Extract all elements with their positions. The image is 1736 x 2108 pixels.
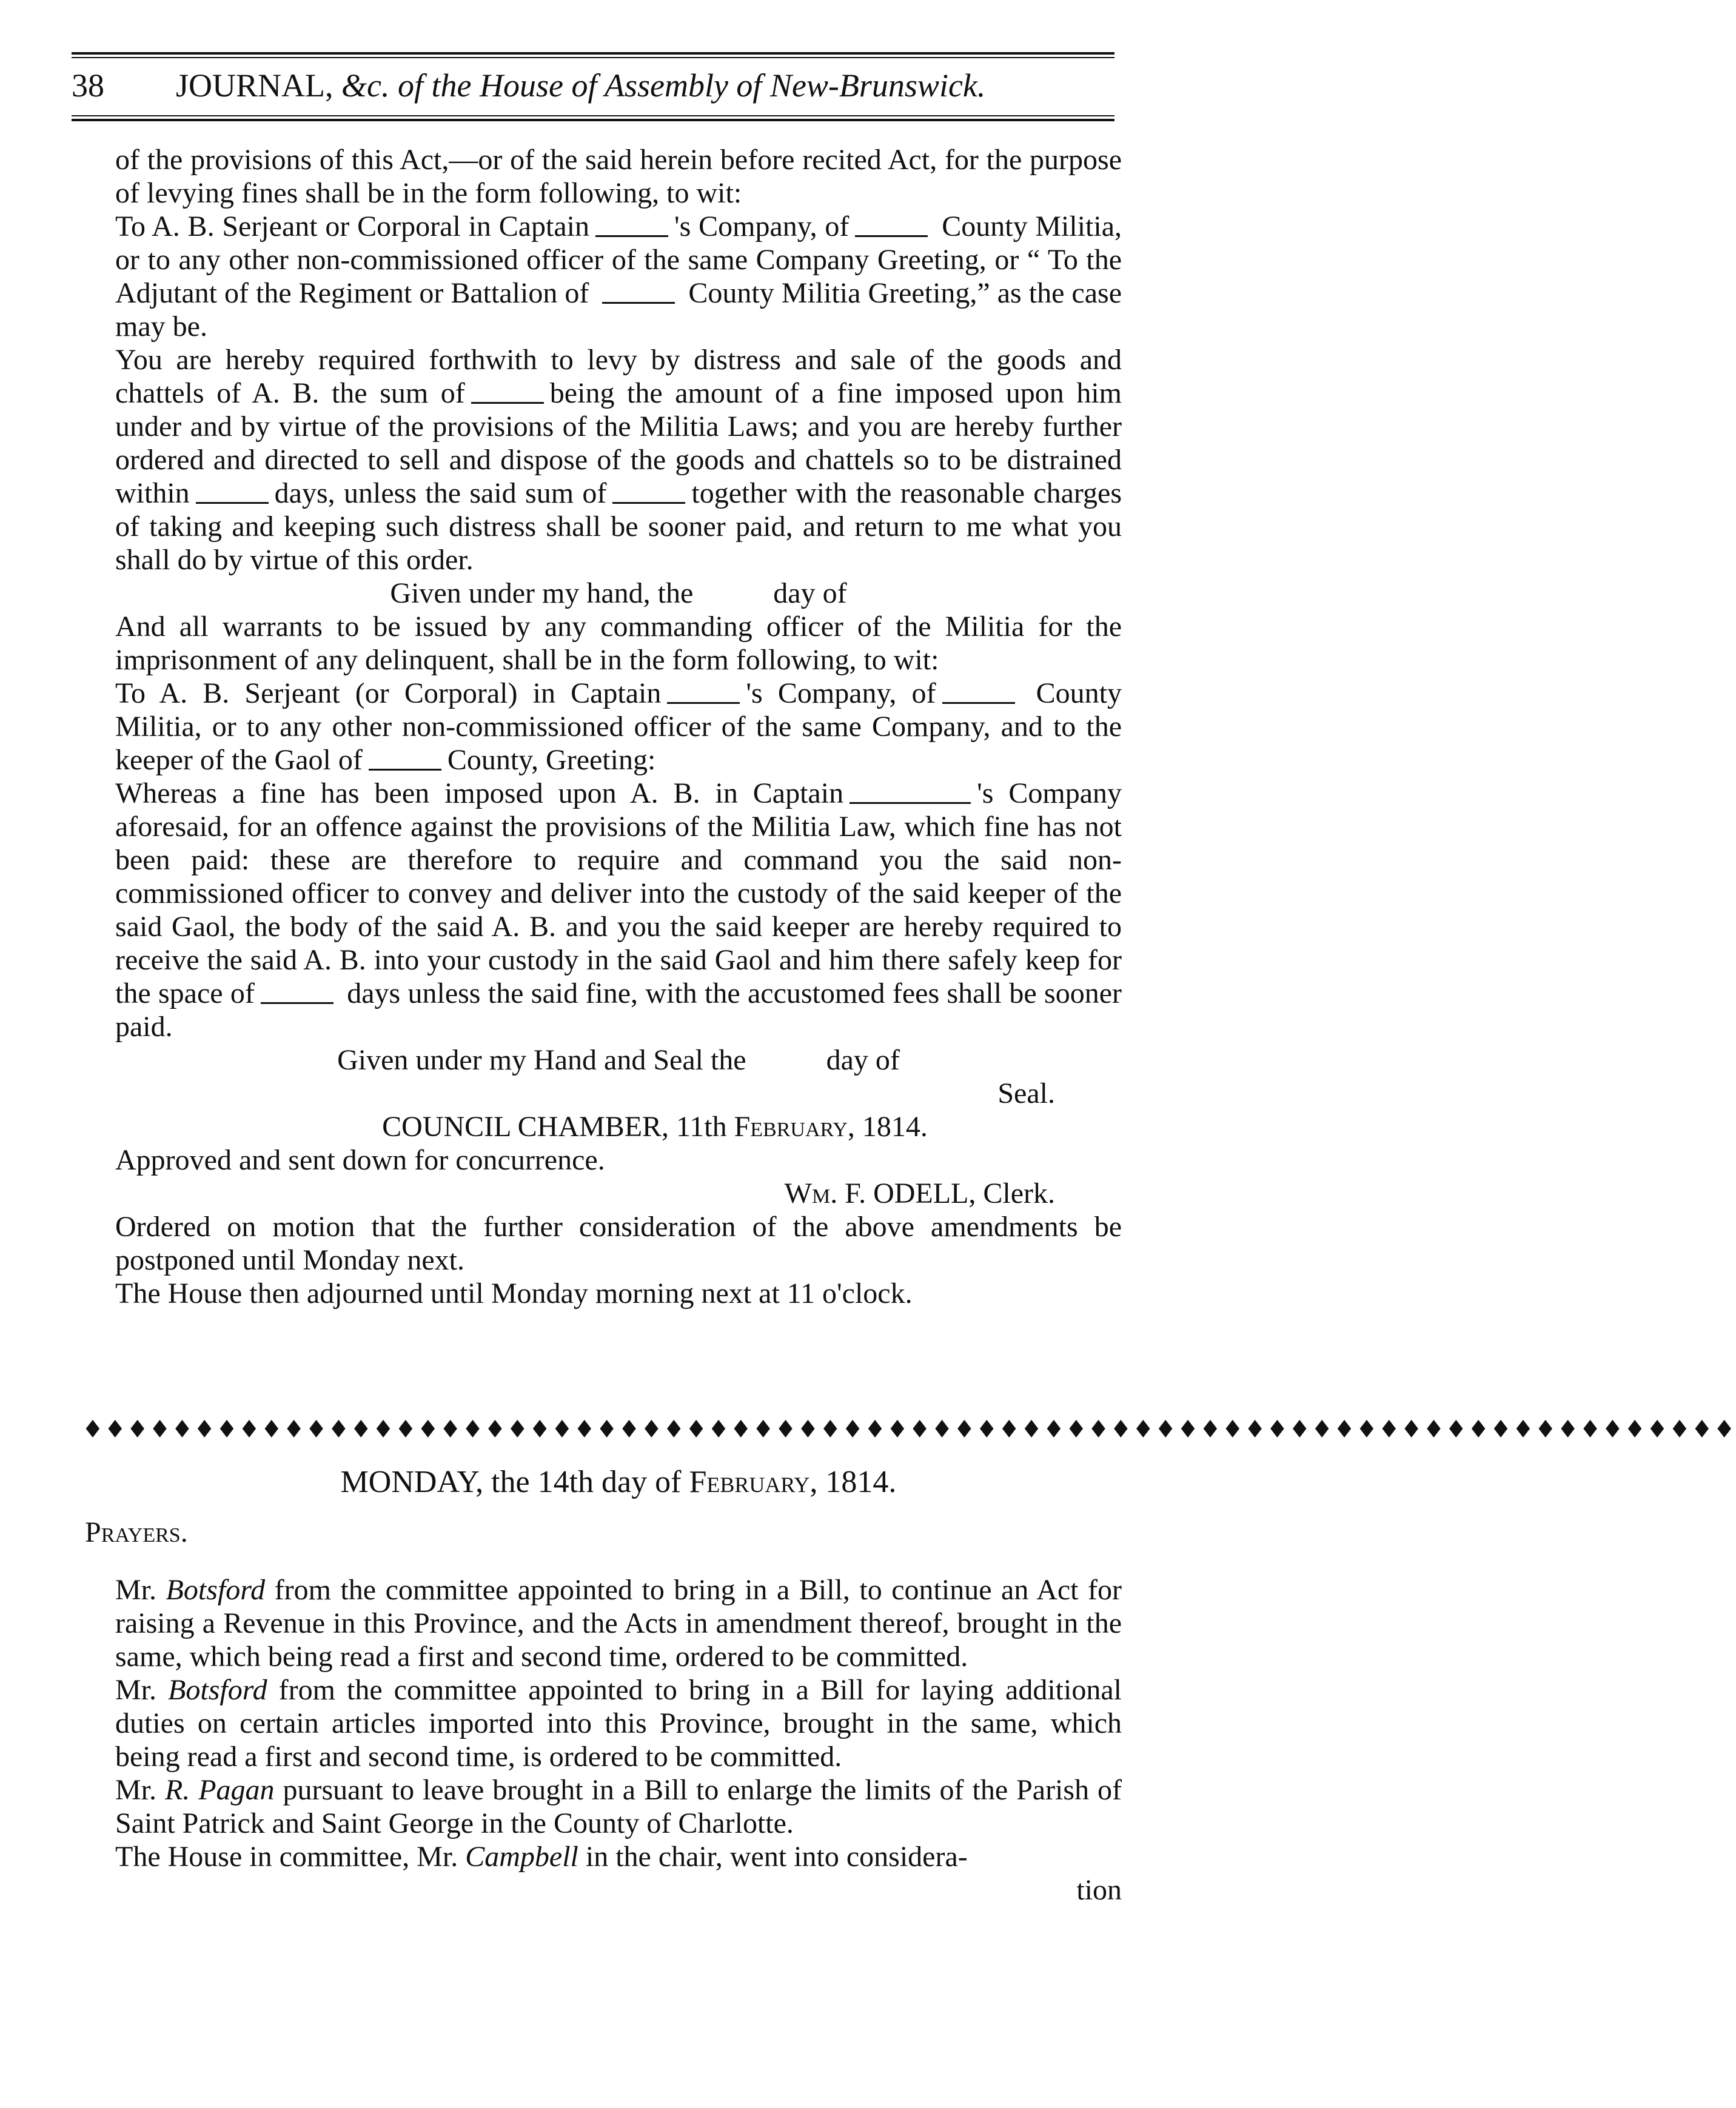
whereas-part2: 's Company aforesaid, for an offence against the provisions of the Militia Law, which fine has not been paid: these are therefore to require and command you the said non-commissioned officer to convey and deliver into the custody of the said keeper of the said Gaol, the body of the said A. B. and you the said keeper are hereby required to receive the said A. B. into your custody in the said Gaol and him there safely keep for the space of <box>115 777 1122 1009</box>
day-heading-month: February <box>689 1465 810 1499</box>
upper-text-block <box>115 143 1122 1310</box>
blank-line <box>196 487 269 504</box>
committee-text-end: in the chair, went into considera- <box>578 1841 968 1873</box>
blank-line <box>471 387 544 404</box>
monday-section <box>85 1461 1122 1907</box>
prayers-label: Prayers. <box>85 1516 188 1548</box>
blank-line <box>850 788 971 804</box>
form-address-part3: County Militia, or to any other non-commissioned officer of the same Company Greeting, or “ To the Adjutant of the Regiment or Battalion of <box>115 210 1122 309</box>
header-bottom-rule-thick <box>72 119 1114 121</box>
day-heading <box>115 1461 1122 1504</box>
member-name: Botsford <box>166 1574 266 1606</box>
blank-line <box>261 988 333 1004</box>
paragraph-duties-bill <box>115 1673 1122 1773</box>
page-number: 38 <box>72 67 104 104</box>
member-prefix: Mr. <box>115 1774 165 1806</box>
paragraph-form-gaol-address <box>115 677 1122 777</box>
paragraph-revenue-bill <box>115 1573 1122 1673</box>
paragraph-form-distress-address <box>115 210 1122 343</box>
form-address-part1: To A. B. Serjeant or Corporal in Captain <box>115 210 589 243</box>
clerk-name: . F. ODELL, Clerk. <box>830 1177 1055 1210</box>
member-prefix: Mr. <box>115 1574 166 1606</box>
member-name: R. Pagan <box>164 1774 275 1806</box>
running-title <box>176 58 985 113</box>
levy-part2: being the amount of a fine imposed upon him under and by virtue of the provisions of the Militia Laws; and you are hereby further ordered and directed to sell and dispose of the goods and chattels so to be distrained within <box>115 377 1122 509</box>
member-name: Botsford <box>168 1674 267 1706</box>
catchword: tion <box>1076 1874 1122 1906</box>
paragraph-ordered-postponed: Ordered on motion that the further consideration of the above amendments be postponed until Monday next. <box>115 1211 1122 1276</box>
header-bottom-rule <box>72 115 1114 116</box>
member-prefix: Mr. <box>115 1674 169 1706</box>
running-title-house: of the House of Assembly of New-Brunswick. <box>389 67 986 104</box>
ornamental-divider: ♦♦♦♦♦♦♦♦♦♦♦♦♦♦♦♦♦♦♦♦♦♦♦♦♦♦♦♦♦♦♦♦♦♦♦♦♦♦♦♦♦♦♦♦♦♦♦♦♦♦♦♦♦♦♦♦♦♦♦♦♦♦♦♦♦♦♦♦♦♦♦♦♦♦ <box>82 1416 1736 1444</box>
day-heading-year: , 1814. <box>809 1465 897 1499</box>
blank-line <box>612 487 685 504</box>
blank-line <box>595 221 668 237</box>
gaol-address-part4: County, Greeting: <box>447 744 656 776</box>
header-top-rule <box>72 52 1114 55</box>
whereas-part3: days unless the said fine, with the accustomed fees shall be sooner paid. <box>115 977 1122 1043</box>
blank-line <box>855 221 928 237</box>
whereas-part1: Whereas a fine has been imposed upon A. B. in Captain <box>115 777 844 809</box>
council-chamber-text: COUNCIL CHAMBER, 11th <box>382 1111 734 1143</box>
gaol-address-part1: To A. B. Serjeant (or Corporal) in Captain <box>115 677 662 709</box>
paragraph-warrants: And all warrants to be issued by any commanding officer of the Militia for the imprisonment of any delinquent, shall be in the form following, to wit: <box>115 611 1122 676</box>
approved-line: Approved and sent down for concurrence. <box>115 1144 605 1176</box>
revenue-bill-text: from the committee appointed to bring in a Bill, to continue an Act for raising a Revenue in this Province, and the Acts in amendment thereof, brought in the same, which being read a first and second time, ordered to be committed. <box>115 1574 1122 1673</box>
given-under-hand-seal: Given under my Hand and Seal the day of <box>337 1044 900 1076</box>
blank-line <box>667 688 740 704</box>
gaol-address-part3: County Militia, or to any other non-commissioned officer of the same Company, and to the keeper of the Gaol of <box>115 677 1122 776</box>
day-heading-text: MONDAY, the 14th day of <box>340 1465 689 1499</box>
paragraph-provisions: of the provisions of this Act,—or of the said herein before recited Act, for the purpose of levying fines shall be in the form following, to wit: <box>115 144 1122 209</box>
form-address-part2: 's Company, of <box>674 210 850 243</box>
levy-part4: together with the reasonable charges of taking and keeping such distress shall be sooner paid, and return to me what you shall do by virtue of this order. <box>115 477 1122 576</box>
council-year: , 1814. <box>847 1111 928 1143</box>
blank-line <box>602 287 675 304</box>
seal-label: Seal. <box>997 1077 1055 1109</box>
clerk-prefix: Wm <box>784 1177 831 1210</box>
running-title-journal: JOURNAL, <box>176 67 342 104</box>
duties-bill-text: from the committee appointed to bring in a Bill for laying additional duties on certain articles imported into this Province, brought in the same, which being read a first and second time, is ordered to be committed. <box>115 1674 1122 1773</box>
council-chamber-line <box>115 1110 1122 1143</box>
paragraph-adjourned: The House then adjourned until Monday morning next at 11 o'clock. <box>115 1277 913 1310</box>
blank-line <box>942 688 1015 704</box>
paragraph-whereas <box>115 777 1122 1043</box>
form-address-part4: County Militia Greeting,” as the case may be. <box>115 277 1122 343</box>
given-under-hand: Given under my hand, the day of <box>390 577 847 609</box>
paragraph-parish-bill <box>115 1773 1122 1840</box>
running-title-etc: &c. <box>341 67 390 104</box>
paragraph-committee <box>115 1840 1122 1873</box>
clerk-signature <box>115 1177 1122 1210</box>
blank-line <box>369 754 441 771</box>
paragraph-levy-order <box>115 343 1122 577</box>
committee-text: The House in committee, Mr. <box>115 1841 466 1873</box>
parish-bill-text: pursuant to leave brought in a Bill to enlarge the limits of the Parish of Saint Patrick and Saint George in the County of Charlotte. <box>115 1774 1122 1839</box>
levy-part1: You are hereby required forthwith to levy by distress and sale of the goods and chattels of A. B. the sum of <box>115 344 1122 409</box>
council-month: February <box>734 1111 848 1143</box>
running-header <box>72 58 1114 113</box>
gaol-address-part2: 's Company, of <box>746 677 936 709</box>
chair-name: Campbell <box>465 1841 578 1873</box>
levy-part3: days, unless the said sum of <box>274 477 607 509</box>
